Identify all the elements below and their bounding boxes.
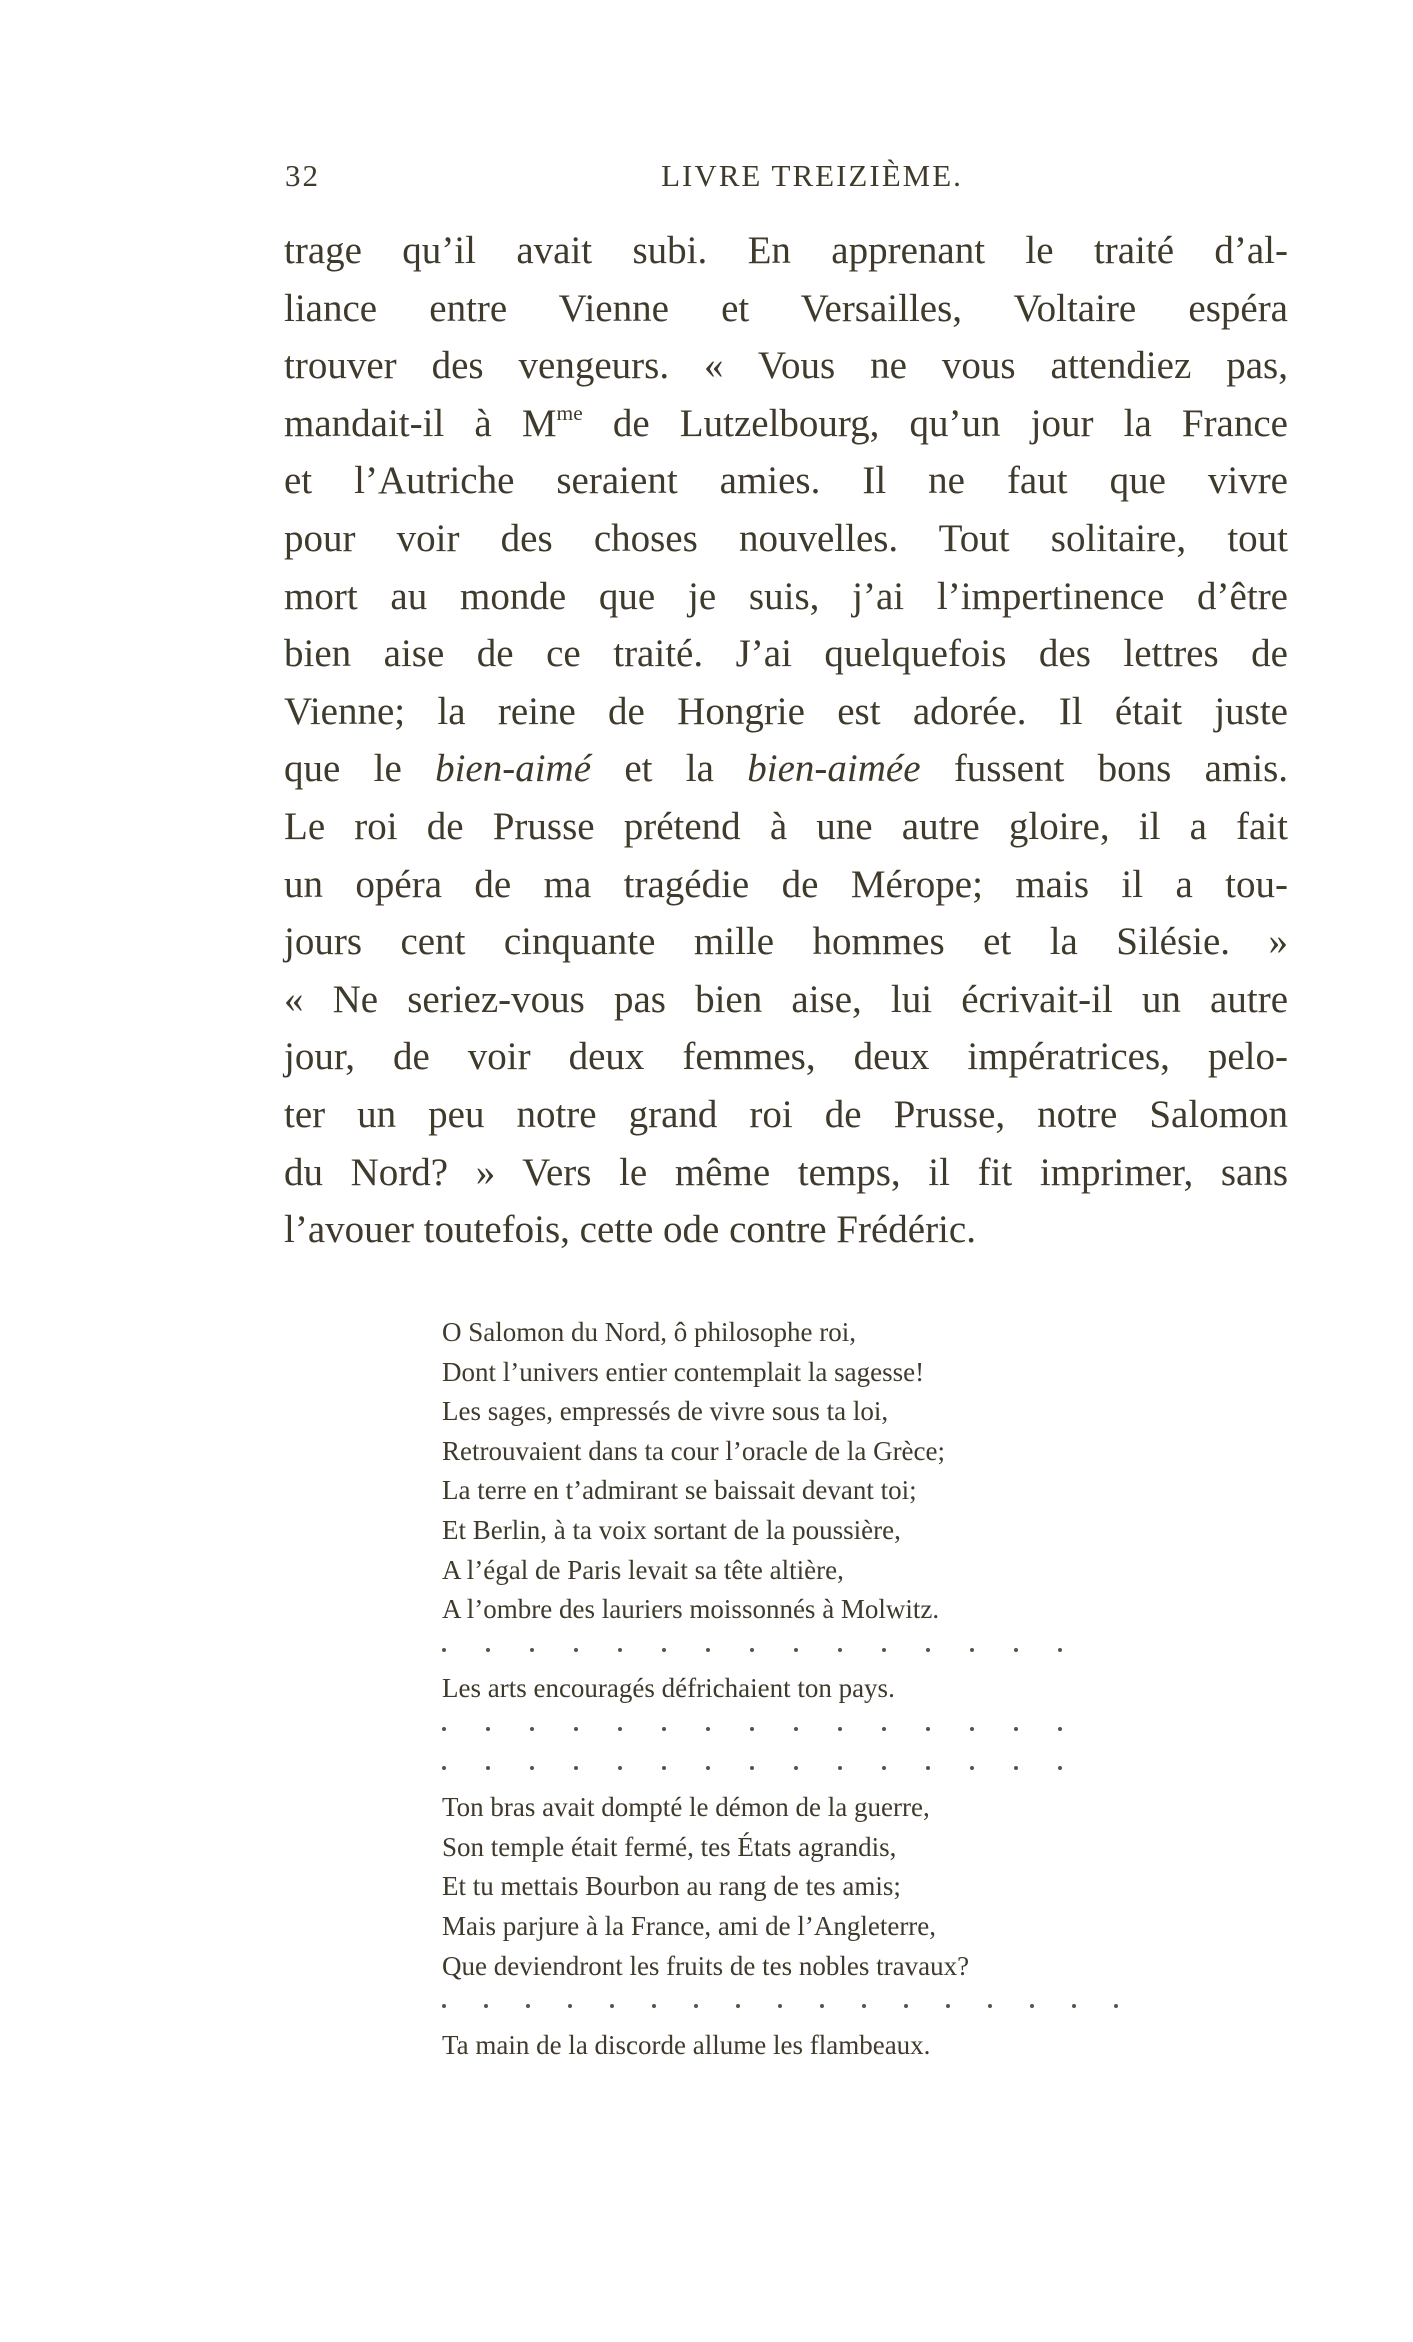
text-line: jour, de voir deux femmes, deux impératrices, pelo- [284,1035,1288,1079]
body-text [284,222,1288,1259]
running-header [285,158,1289,202]
text-line: jours cent cinquante mille hommes et la Silésie. » [284,920,1288,964]
superscript: me [556,400,583,425]
ellipsis-dot [568,2004,572,2008]
text-line: un opéra de ma tragédie de Mérope; mais il a tou- [284,862,1288,906]
verse-line: Que deviendront les fruits de tes nobles travaux? [442,1950,970,1981]
ellipsis-dot [838,1648,842,1652]
ellipsis-dot [988,2004,992,2008]
ellipsis-dot [820,2004,824,2008]
ellipsis-dot [794,1766,798,1770]
running-title: LIVRE TREIZIÈME. [661,158,963,193]
text-line: liance entre Vienne et Versailles, Voltaire espéra [284,286,1288,330]
ellipsis-row [442,1709,1062,1749]
verse-line: Les arts encouragés défrichaient ton pays. [442,1673,895,1704]
ellipsis-dot [662,1766,666,1770]
verse-line: Son temple était fermé, tes États agrandis, [442,1831,897,1862]
verse-line: Mais parjure à la France, ami de l’Angleterre, [442,1910,937,1941]
ellipsis-dot [926,1727,930,1731]
ellipsis-row [442,1749,1062,1789]
ellipsis-dot [530,1648,534,1652]
ellipsis-dot [442,1648,446,1652]
ellipsis-dot [662,1727,666,1731]
ellipsis-row [442,1630,1062,1670]
text-line: ter un peu notre grand roi de Prusse, notre Salomon [284,1092,1288,1136]
ellipsis-dot [838,1766,842,1770]
text-line: mort au monde que je suis, j’ai l’impertinence d’être [284,574,1288,618]
ellipsis-dot [1114,2004,1118,2008]
ellipsis-dot [530,1727,534,1731]
ellipsis-dot [970,1766,974,1770]
ellipsis-dot [610,2004,614,2008]
text-line: pour voir des choses nouvelles. Tout solitaire, tout [284,516,1288,560]
ellipsis-dot [838,1727,842,1731]
text-line: du Nord? » Vers le même temps, il fit imprimer, sans [284,1150,1288,1194]
verse-line: Ta main de la discorde allume les flambeaux. [442,2029,931,2060]
ellipsis-dot [904,2004,908,2008]
verse-line: Ton bras avait dompté le démon de la guerre, [442,1792,930,1823]
ellipsis-dot [1014,1766,1018,1770]
text-fragment: que le [284,747,436,791]
verse-line: Dont l’univers entier contemplait la sagesse! [442,1356,925,1387]
ellipsis-dot [530,1766,534,1770]
verse-line: Et Berlin, à ta voix sortant de la poussière, [442,1514,901,1545]
ellipsis-dot [574,1648,578,1652]
text-fragment: fussent bons amis. [920,747,1289,791]
ellipsis-dot [442,2004,446,2008]
ellipsis-dot [1014,1727,1018,1731]
ellipsis-dot [946,2004,950,2008]
ellipsis-dot [1014,1648,1018,1652]
ellipsis-dot [778,2004,782,2008]
ellipsis-dot [486,1648,490,1652]
ellipsis-dot [926,1766,930,1770]
verse-line: La terre en t’admirant se baissait devant toi; [442,1475,917,1506]
ellipsis-dot [882,1727,886,1731]
text-line: trouver des vengeurs. « Vous ne vous attendiez pas, [284,344,1288,388]
ellipsis-dot [486,1727,490,1731]
text-fragment: mandait-il à M [284,401,557,445]
italic-term: bien-aimée [747,747,921,791]
ellipsis-dot [1072,2004,1076,2008]
ellipsis-dot [862,2004,866,2008]
ellipsis-dot [736,2004,740,2008]
ellipsis-dot [662,1648,666,1652]
ellipsis-dot [442,1727,446,1731]
ellipsis-dot [618,1766,622,1770]
ellipsis-dot [970,1648,974,1652]
ellipsis-dot [706,1727,710,1731]
text-line: l’avouer toutefois, cette ode contre Frédéric. [284,1208,976,1252]
text-fragment: de Lutzelbourg, qu’un jour la France [582,401,1288,445]
ellipsis-dot [970,1727,974,1731]
ellipsis-dot [706,1648,710,1652]
ellipsis-dot [618,1648,622,1652]
ellipsis-dot [926,1648,930,1652]
ellipsis-dot [1058,1766,1062,1770]
text-line [284,395,1288,453]
text-line: bien aise de ce traité. J’ai quelquefois des lettres de [284,632,1288,676]
ellipsis-dot [794,1727,798,1731]
verse-line: O Salomon du Nord, ô philosophe roi, [442,1317,856,1347]
text-line: et l’Autriche seraient amies. Il ne faut que vivre [284,459,1288,503]
verse-line: Les sages, empressés de vivre sous ta loi, [442,1396,889,1427]
verse-line: A l’égal de Paris levait sa tête altière, [442,1554,844,1585]
text-line [284,740,1288,798]
text-line: trage qu’il avait subi. En apprenant le traité d’al- [284,229,1288,272]
ellipsis-dot [1058,1727,1062,1731]
verse-line: Et tu mettais Bourbon au rang de tes amis; [442,1871,901,1902]
verse-line: A l’ombre des lauriers moissonnés à Molwitz. [442,1594,940,1625]
page-number: 32 [285,158,320,193]
verse-quotation [442,1313,1142,2065]
ellipsis-dot [750,1766,754,1770]
ellipsis-dot [882,1648,886,1652]
text-line: Le roi de Prusse prétend à une autre gloire, il a fait [284,804,1288,848]
text-line: « Ne seriez-vous pas bien aise, lui écrivait-il un autre [284,977,1288,1021]
ellipsis-dot [1030,2004,1034,2008]
ellipsis-dot [750,1648,754,1652]
ellipsis-dot [882,1766,886,1770]
ellipsis-dot [574,1727,578,1731]
ellipsis-dot [486,1766,490,1770]
ellipsis-dot [526,2004,530,2008]
ellipsis-dot [484,2004,488,2008]
italic-term: bien-aimé [435,747,592,791]
ellipsis-dot [1058,1648,1062,1652]
ellipsis-dot [794,1648,798,1652]
ellipsis-row [442,1986,1118,2026]
ellipsis-dot [694,2004,698,2008]
ellipsis-dot [652,2004,656,2008]
verse-line: Retrouvaient dans ta cour l’oracle de la Grèce; [442,1435,946,1466]
ellipsis-dot [706,1766,710,1770]
ellipsis-dot [750,1727,754,1731]
ellipsis-dot [574,1766,578,1770]
ellipsis-dot [618,1727,622,1731]
text-line: Vienne; la reine de Hongrie est adorée. Il était juste [284,689,1288,733]
text-fragment: et la [591,747,748,791]
ellipsis-dot [442,1766,446,1770]
